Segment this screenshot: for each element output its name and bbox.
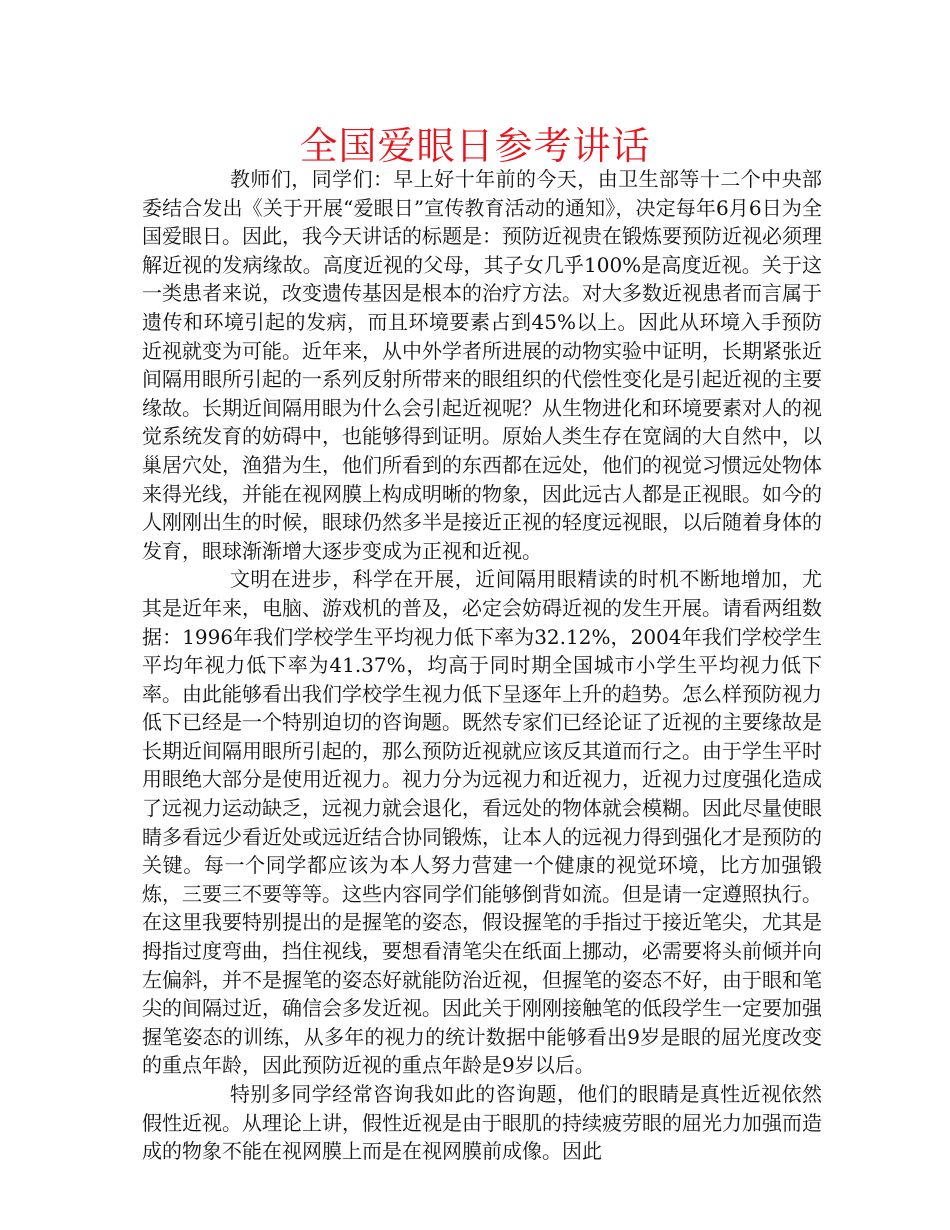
- paragraph-2: 文明在进步，科学在开展，近间隔用眼精读的时机不断地增加，尤其是近年来，电脑、游戏机的普及，必定会妨碍近视的发生开展。请看两组数据：1996年我们学校学生平均视力低下率为32.12%，2004年我们学校学生平均年视力低下率为41.37%，均高于同时期全国城市小学生平均视力低下率。由此能够看出我们学校学生视力低下呈逐年上升的趋势。怎么样预防视力低下已经是一个特别迫切的咨询题。既然专家们已经论证了近视的主要缘故是长期近间隔用眼所引起的，那么预防近视就应该反其道而行之。由于学生平时用眼绝大部分是使用近视力。视力分为远视力和近视力，近视力过度强化造成了远视力运动缺乏，远视力就会退化，看远处的物体就会模糊。因此尽量使眼睛多看远少看近处或远近结合协同锻炼，让本人的远视力得到强化才是预防的关键。每一个同学都应该为本人努力营建一个健康的视觉环境，比方加强锻炼，三要三不要等等。这些内容同学们能够倒背如流。但是请一定遵照执行。在这里我要特别提出的是握笔的姿态，假设握笔的手指过于接近笔尖，尤其是拇指过度弯曲，挡住视线，要想看清笔尖在纸面上挪动，必需要将头前倾并向左偏斜，并不是握笔的姿态好就能防治近视，但握笔的姿态不好，由于眼和笔尖的间隔过近，确信会多发近视。因此关于刚刚接触笔的低段学生一定要加强握笔姿态的训练，从多年的视力的统计数据中能够看出9岁是眼的屈光度改变的重点年龄，因此预防近视的重点年龄是9岁以后。: [142, 567, 822, 1078]
- paragraph-1: 教师们，同学们：早上好十年前的今天，由卫生部等十二个中央部委结合发出《关于开展“爱眼日”宣传教育活动的通知》，决定每年6月6日为全国爱眼日。因此，我今天讲话的标题是：预防近视贵在锻炼要预防近视必须理解近视的发病缘故。高度近视的父母，其子女几乎100%是高度近视。关于这一类患者来说，改变遗传基因是根本的治疗方法。对大多数近视患者而言属于遗传和环境引起的发病，而且环境要素占到45%以上。因此从环境入手预防近视就变为可能。近年来，从中外学者所进展的动物实验中证明，长期紧张近间隔用眼所引起的一系列反射所带来的眼组织的代偿性变化是引起近视的主要缘故。长期近间隔用眼为什么会引起近视呢？从生物进化和环境要素对人的视觉系统发育的妨碍中，也能够得到证明。原始人类生存在宽阔的大自然中，以巢居穴处，渔猎为生，他们所看到的东西都在远处，他们的视觉习惯远处物体来得光线，并能在视网膜上构成明晰的物象，因此远古人都是正视眼。如今的人刚刚出生的时候，眼球仍然多半是接近正视的轻度远视眼，以后随着身体的发育，眼球渐渐增大逐步变成为正视和近视。: [142, 167, 822, 563]
- document-body: [142, 165, 822, 1166]
- paragraph-3: 特别多同学经常咨询我如此的咨询题，他们的眼睛是真性近视依然假性近视。从理论上讲，假性近视是由于眼肌的持续疲劳眼的屈光力加强而造成的物象不能在视网膜上而是在视网膜前成像。因此: [142, 1082, 822, 1164]
- page-title: 全国爱眼日参考讲话: [299, 124, 651, 168]
